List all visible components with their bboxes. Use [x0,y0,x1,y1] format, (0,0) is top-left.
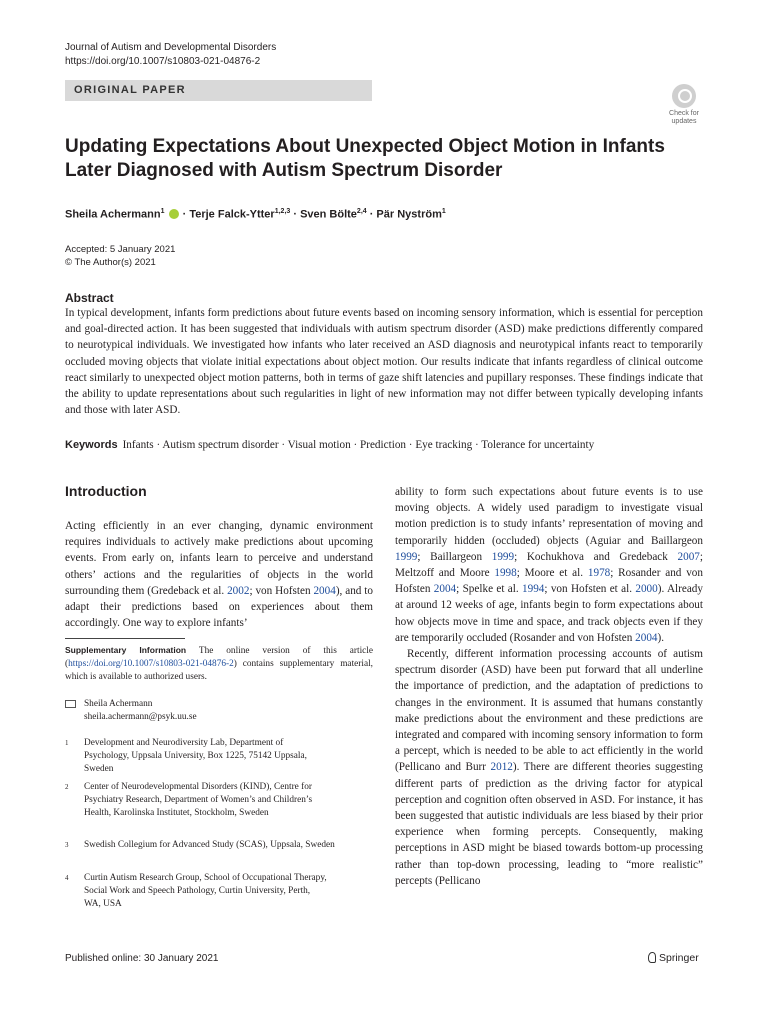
citation-link[interactable]: 2004 [313,584,336,597]
section-heading-introduction: Introduction [65,483,147,499]
footnote-divider [65,638,185,639]
intro-paragraph-3: Recently, different information processing accounts of autism spectrum disorder (ASD) have been put forward that all underline the importance of prediction, and the adaptation of predictions to changes in the environment. It is assumed that humans constantly make predictions about the environment and these predictions are integrated and compared with incoming sensory information to form a percept, which is needed to be able to act efficiently in the world (Pellicano and Burr 2012). There are different theories suggesting different parts of prediction as the driving factor for atypical perception and cognition often observed in ASD. For instance, it has been suggested that autistic individuals are less biased by their prior experience when forming percepts. Consequently, making perceptions in ASD might be biased towards bottom-up processing rather than top-down processing, leading to “more realistic” percepts (Pellicano [395,648,703,887]
author-4[interactable]: · Pär Nyström [366,208,442,221]
intro-paragraph-1: Acting efficiently in an ever changing, dynamic environment requires individuals to actively make predictions about upcoming events. From early on, infants learn to perceive and understand others’ actions and the regularities of objects in the world surrounding them (Gredeback et al. 2002; von Hofsten 2004), and to adapt their predictions based on experiences about them accordingly. One way to explore infants’ [65,520,374,630]
accepted-date: Accepted: 5 January 2021 [65,244,176,255]
keywords [65,437,705,453]
check-for-updates-button[interactable]: Check for updates [664,84,704,126]
author-2[interactable]: · Terje Falck-Ytter [179,208,275,221]
citation-link[interactable]: 1994 [522,583,545,596]
abstract-heading: Abstract [65,291,114,305]
citation-link[interactable]: 2012 [490,761,513,774]
affiliation-2: 2 Center of Neurodevelopmental Disorders (KIND), Centre for Psychiatry Research, Department of Women’s and Children’s Health, Karolinska Institutet, Stockholm, Sweden [65,782,313,818]
citation-link[interactable]: 2004 [635,631,658,644]
left-column [65,482,373,631]
orcid-icon[interactable] [169,209,179,219]
copyright: © The Author(s) 2021 [65,257,156,268]
journal-name: Journal of Autism and Developmental Disorders [65,42,277,53]
citation-link[interactable]: 2002 [227,584,250,597]
keywords-list: Infants · Autism spectrum disorder · Visual motion · Prediction · Eye tracking · Tolerance for uncertainty [122,439,595,451]
check-updates-icon [672,84,696,108]
citation-link[interactable]: 1998 [494,567,517,580]
paper-title: Updating Expectations About Unexpected Object Motion in Infants Later Diagnosed with Autism Spectrum Disorder [65,136,665,181]
supplementary-link[interactable]: https://doi.org/10.1007/s10803-021-04876-2 [68,659,234,669]
supplementary-note: Supplementary Information The online version of this article (https://doi.org/10.1007/s10803-021-04876-2) contains supplementary material, which is available to authorized users. [65,645,373,682]
article-dates [65,243,175,269]
citation-link[interactable]: 1999 [491,550,515,563]
envelope-icon [65,700,76,708]
email-link[interactable]: sheila.achermann@psyk.uu.se [84,712,197,722]
affiliation-3: 3 Swedish Collegium for Advanced Study (SCAS), Uppsala, Sweden [65,840,335,850]
article-type-badge: ORIGINAL PAPER [65,80,372,101]
publisher-logo: Springer [648,952,699,964]
intro-paragraph-2: ability to form such expectations about future events is to use moving objects. A widely used paradigm to investigate visual motion prediction is to study infants’ representation of moving and temporarily hidden (occluded) objects (Aguiar and Baillargeon 1999; Baillargeon 1999; Kochukhova and Gredeback 2007; Meltzoff and Moore 1998; Moore et al. 1978; Rosander and von Hofsten 2004; Spelke et al. 1994; von Hofsten et al. 2000). Already at around 12 weeks of age, infants begin to form expectations about how objects move in time and space, and track objects even if they are temporarily occluded (Rosander and von Hofsten 2004). [395,486,703,644]
doi-link[interactable]: https://doi.org/10.1007/s10803-021-04876-2 [65,56,261,67]
keywords-label: Keywords [65,439,118,451]
citation-link[interactable]: 2000 [635,583,658,596]
published-date: Published online: 30 January 2021 [65,953,219,964]
journal-header [65,41,276,69]
affiliation-4: 4 Curtin Autism Research Group, School of Occupational Therapy, Social Work and Speech Pathology, Curtin University, Perth, WA, USA [65,873,327,909]
citation-link[interactable]: 2007 [677,550,700,563]
author-3[interactable]: · Sven Bölte [290,208,357,221]
affiliation-1: 1 Development and Neurodiversity Lab, Department of Psychology, Uppsala University, Box 1225, 75142 Uppsala, Sweden [65,738,307,774]
right-column [395,484,703,889]
citation-link[interactable]: 1978 [587,567,611,580]
springer-horse-icon [648,952,656,963]
abstract-text: In typical development, infants form predictions about future events based on incoming sensory information, which is essential for perception and goal-directed action. It has been suggested that individuals with autism spectrum disorder (ASD) make predictions differently compared to neurotypical individuals. We investigated how infants who later received an ASD diagnosis and neurotypical infants react to temporarily occluded moving objects that violate initial expectations about object motion. Our results indicate that infants regardless of clinical outcome react similarly to unexpected object motion patterns, both in terms of gaze shift latencies and pupillary responses. These findings indicate that the ability to update representations about such regularities in light of new information may not differ between typically developing infants and those with later ASD. [65,307,703,417]
author-1[interactable]: Sheila Achermann [65,208,161,221]
citation-link[interactable]: 1999 [395,550,418,563]
supplementary-label: Supplementary Information [65,645,187,655]
author-name: Sheila Achermann [84,699,153,709]
author-list: Sheila Achermann$^1$ · Terje Falck-Ytter$^{1,2,3}$ · Sven Bölte$^{2,4}$ · Pär Nyström$^1$ [65,208,446,221]
citation-link[interactable]: 2004 [433,583,457,596]
